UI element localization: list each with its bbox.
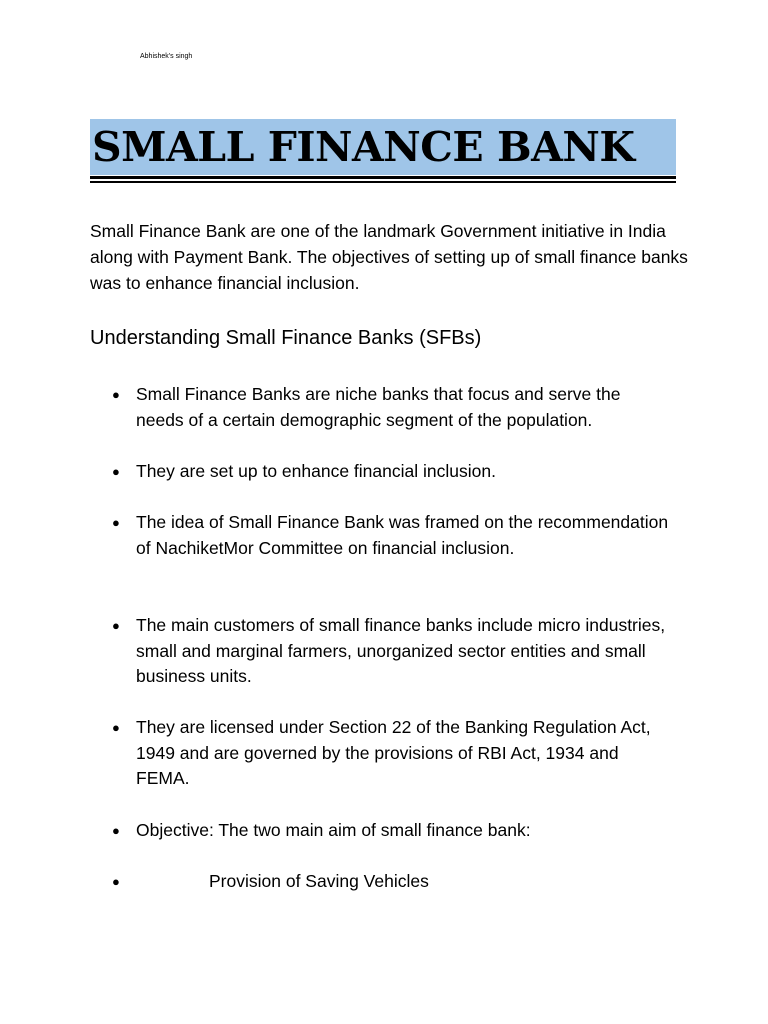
list-item — [112, 613, 672, 690]
bullet-icon: ● — [112, 387, 120, 402]
intro-paragraph: Small Finance Bank are one of the landmark Government initiative in India along with Payment Bank. The objectives of setting up of small finance banks was to enhance financial inclusion. — [90, 221, 688, 293]
bullet-icon: ● — [112, 464, 120, 479]
author-name: Abhishek's singh — [140, 53, 193, 60]
bullet-icon: ● — [112, 618, 120, 633]
bullet-icon: ● — [112, 874, 120, 889]
bullet-icon: ● — [112, 720, 120, 735]
list-item-text: They are set up to enhance financial inclusion. — [136, 461, 496, 481]
section-heading: Understanding Small Finance Banks (SFBs) — [90, 327, 482, 349]
list-item — [112, 869, 672, 895]
list-item — [112, 715, 672, 792]
title-underline — [90, 176, 676, 179]
list-item — [112, 818, 672, 844]
list-item-text: They are licensed under Section 22 of the Banking Regulation Act, 1949 and are governed by the provisions of RBI Act, 1934 and FEMA. — [136, 717, 651, 789]
list-item — [112, 459, 672, 485]
list-item — [112, 510, 672, 561]
list-item-text: Objective: The two main aim of small finance bank: — [136, 820, 531, 840]
list-item-text: Provision of Saving Vehicles — [209, 871, 429, 891]
bullet-icon: ● — [112, 823, 120, 838]
title-underline-second — [90, 181, 676, 183]
bullet-icon: ● — [112, 515, 120, 530]
list-item-text: The idea of Small Finance Bank was framed on the recommendation of NachiketMor Committee on financial inclusion. — [136, 512, 669, 558]
page-title: SMALL FINANCE BANK — [90, 119, 676, 175]
list-item-text: Small Finance Banks are niche banks that focus and serve the needs of a certain demographic segment of the population. — [136, 384, 621, 430]
list-item-text: The main customers of small finance banks include micro industries, small and marginal farmers, unorganized sector entities and small business units. — [136, 615, 666, 687]
title-block — [90, 119, 676, 183]
list-item — [112, 382, 672, 433]
